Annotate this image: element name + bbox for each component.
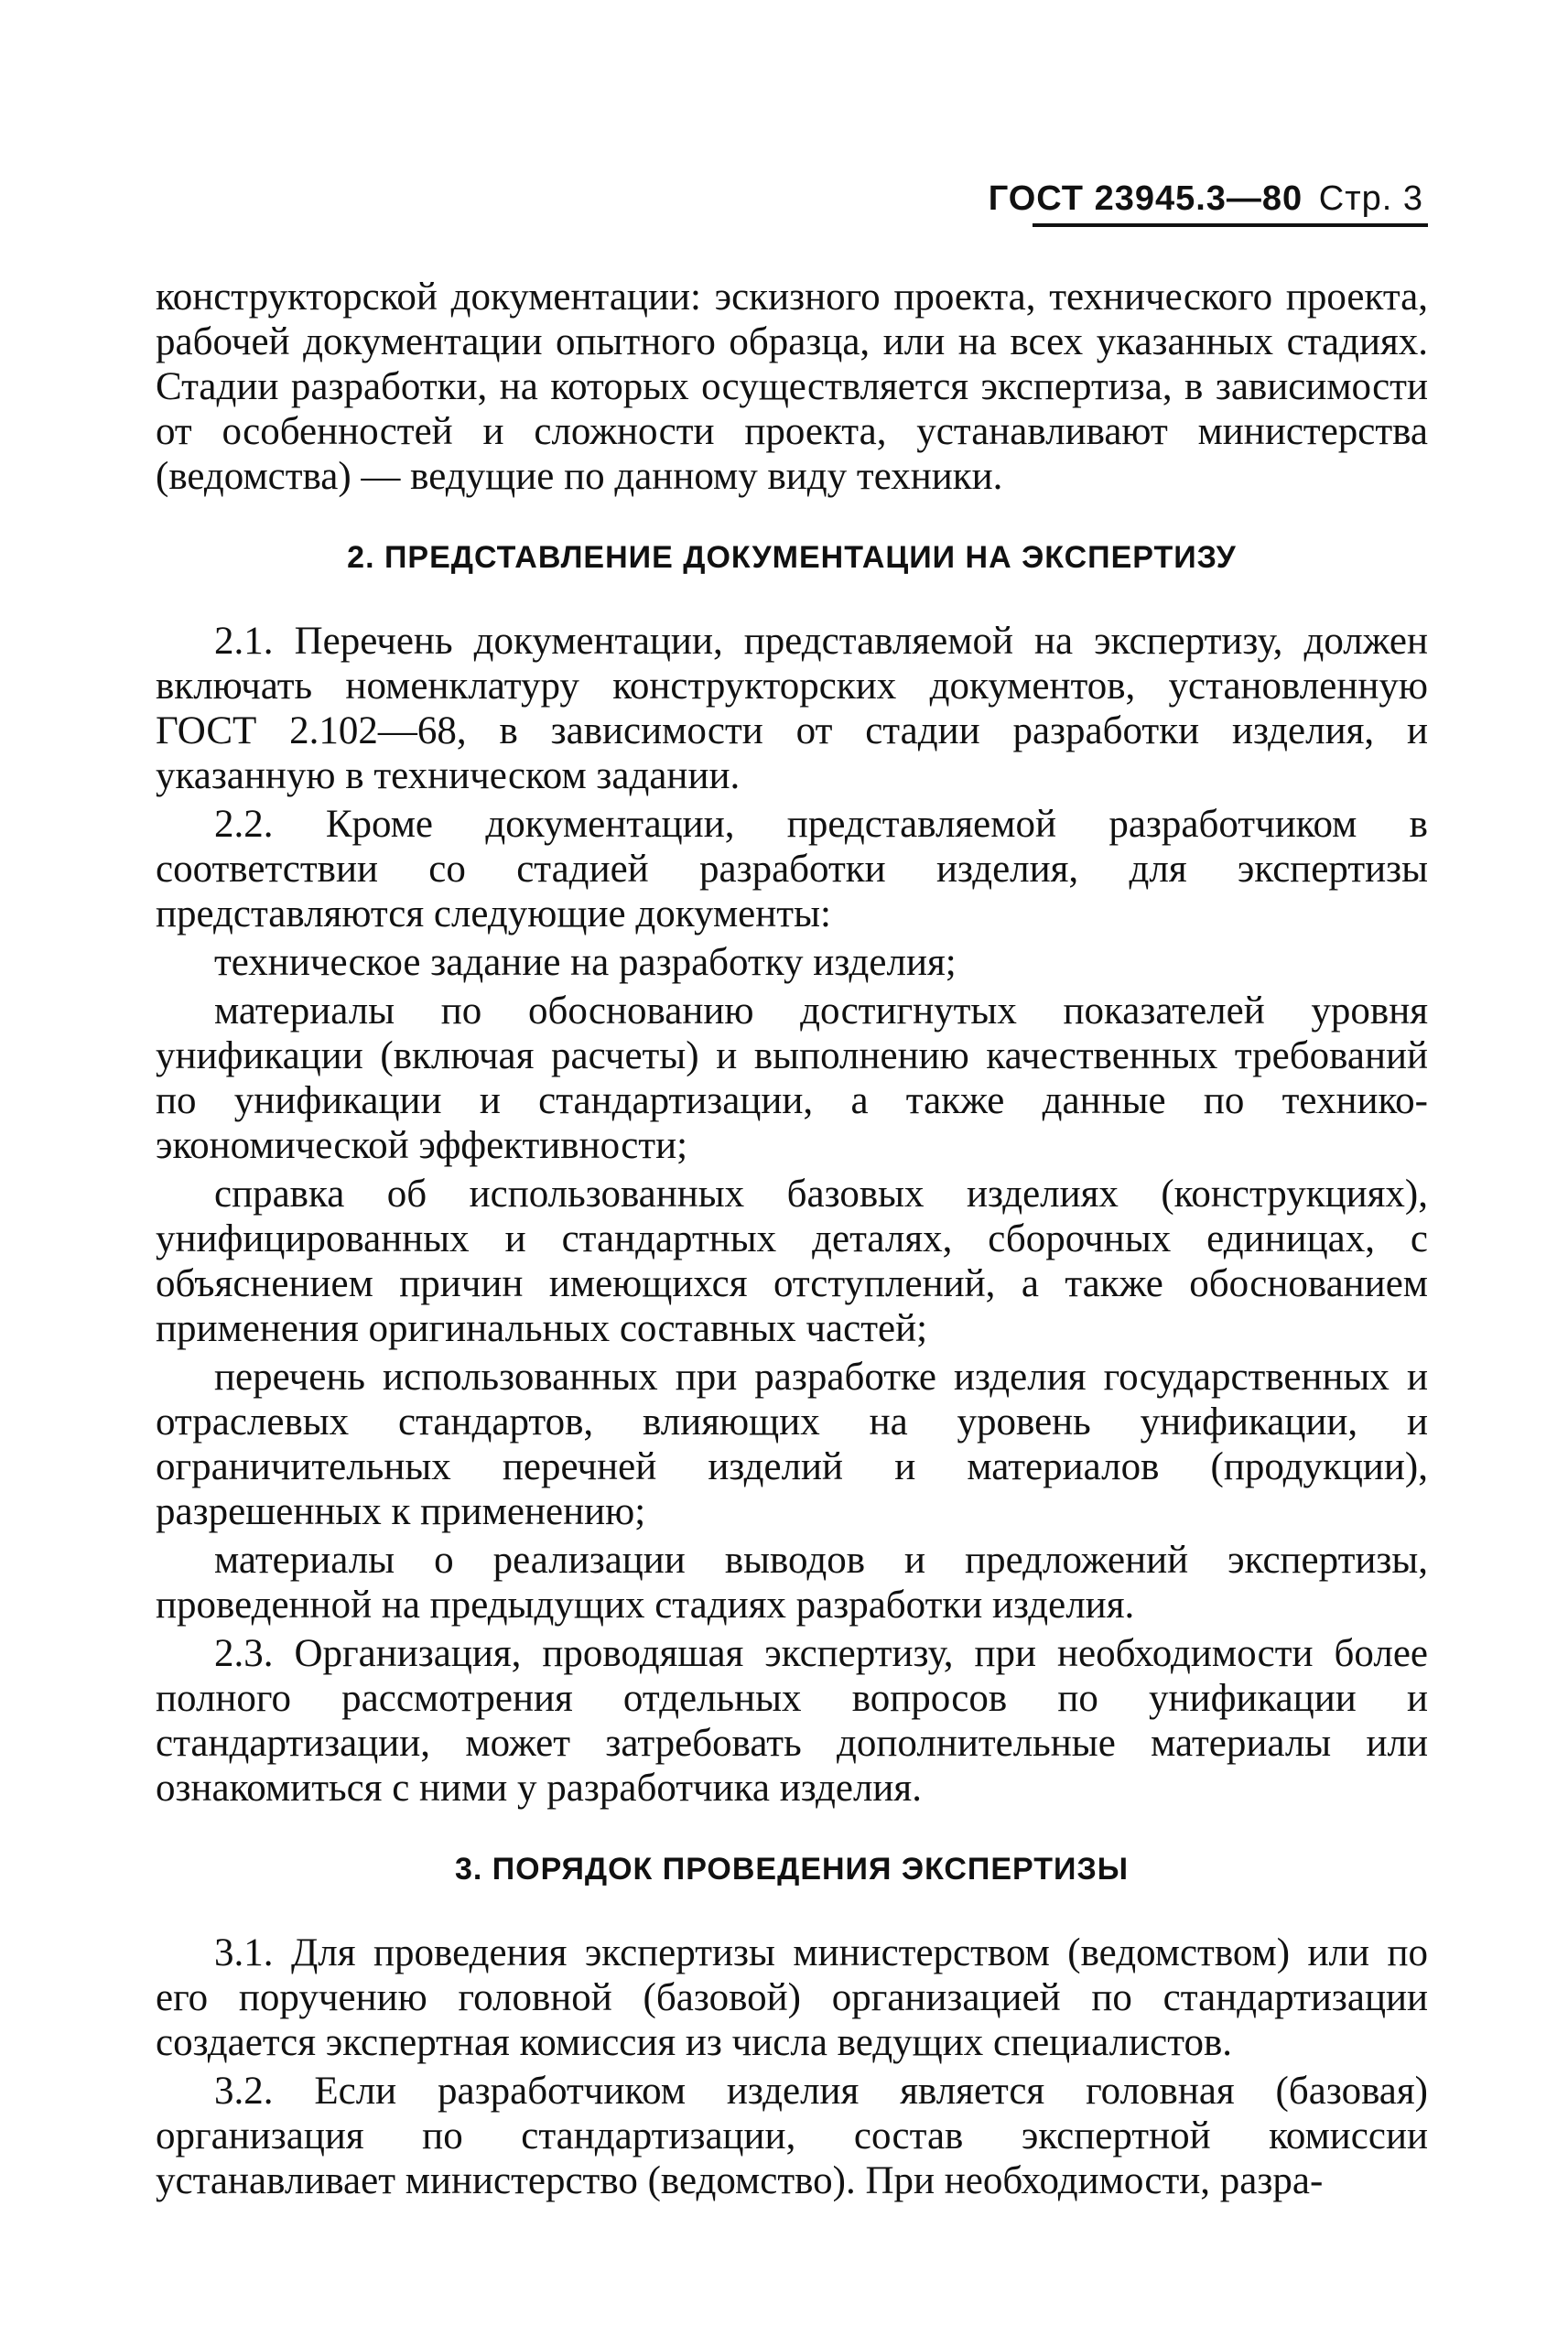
list-item: перечень использованных при разработке изделия государственных и отраслевых стандартов, влияющих на уровень унификации, и ограничительных перечней изделий и материалов (продукции), разрешенных к применению; [156,1356,1428,1533]
paragraph-3-2: 3.2. Если разработчиком изделия является головная (базовая) организация по стандартизации, состав экспертной комиссии устанавливает министерство (ведомство). При необходимости, разра- [156,2070,1428,2202]
page-header [989,179,1423,219]
header-rule [1033,223,1428,227]
list-item: справка об использованных базовых изделиях (конструкциях), унифицированных и стандартных деталях, сборочных единицах, с объяснением причин имеющихся отступлений, а также обоснованием применения оригинальных составных частей; [156,1173,1428,1350]
page-number: Стр. 3 [1318,179,1423,218]
paragraph-2-1: 2.1. Перечень документации, представляемой на экспертизу, должен включать номенклатуру конструкторских документов, установленную ГОСТ 2.102—68, в зависимости от стадии разработки изделия, и указанную в техническом задании. [156,620,1428,797]
paragraph: конструкторской документации: эскизного проекта, технического проекта, рабочей документации опытного образца, или на всех указанных стадиях. Стадии разработки, на которых осуществляется экспертиза, в зависимости от особенностей и сложности проекта, устанавливают министерства (ведомства) — ведущие по данному виду техники. [156,276,1428,498]
document-code: ГОСТ 23945.3—80 [988,179,1303,218]
section-heading-3: 3. ПОРЯДОК ПРОВЕДЕНИЯ ЭКСПЕРТИЗЫ [454,1852,1130,1887]
list-item: материалы по обоснованию достигнутых показателей уровня унификации (включая расчеты) и выполнению качественных требований по унификации и стандартизации, а также данные по технико-экономической эффективности; [156,989,1428,1167]
paragraph-2-2: 2.2. Кроме документации, представляемой разработчиком в соответствии со стадией разработки изделия, для экспертизы представляются следующие документы: [156,803,1428,935]
document-body [156,275,1428,2207]
paragraph-2-3: 2.3. Организация, проводяшая экспертизу, при необходимости более полного рассмотрения отдельных вопросов по унификации и стандартизации, может затребовать дополнительные материалы или ознакомиться с ними у разработчика изделия. [156,1632,1428,1810]
list-item: техническое задание на разработку изделия; [214,941,957,984]
section-heading-2: 2. ПРЕДСТАВЛЕНИЕ ДОКУМЕНТАЦИИ НА ЭКСПЕРТИЗУ [347,540,1237,575]
list-item: материалы о реализации выводов и предложений экспертизы, проведенной на предыдущих стадиях разработки изделия. [156,1539,1428,1627]
paragraph-3-1: 3.1. Для проведения экспертизы министерством (ведомством) или по его поручению головной (базовой) организацией по стандартизации создается экспертная комиссия из числа ведущих специалистов. [156,1931,1428,2064]
